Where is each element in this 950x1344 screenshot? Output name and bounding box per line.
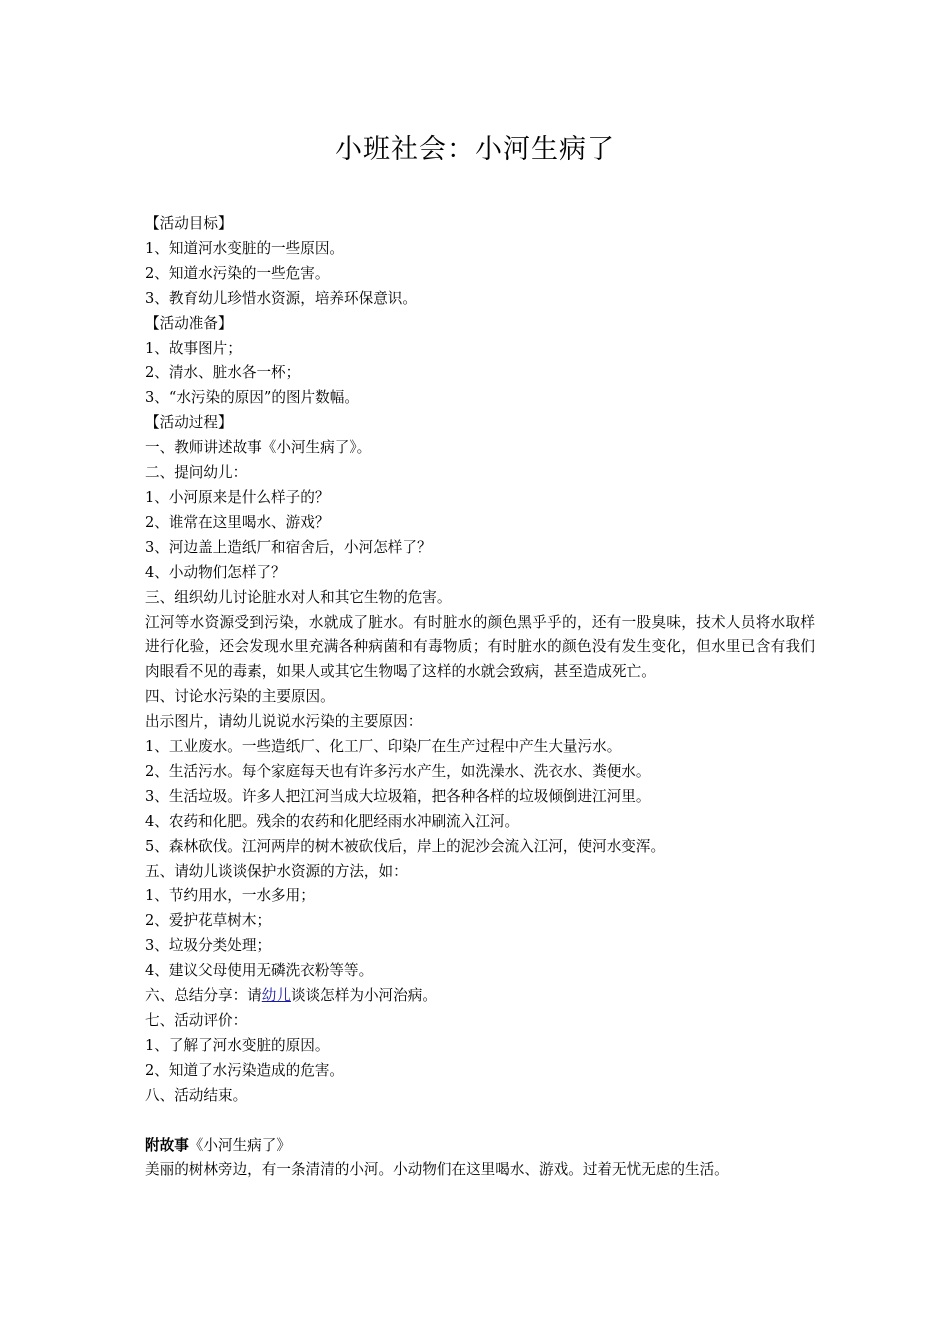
method-item: 4、建议父母使用无磷洗衣粉等等。 xyxy=(145,962,374,980)
process-step: 三、组织幼儿讨论脏水对人和其它生物的危害。 xyxy=(145,588,452,606)
evaluation-item: 2、知道了水污染造成的危害。 xyxy=(145,1061,345,1079)
preparation-item: 2、清水、脏水各一杯； xyxy=(145,364,301,382)
goal-item: 3、教育幼儿珍惜水资源，培养环保意识。 xyxy=(145,289,417,307)
preparation-item: 3、“水污染的原因”的图片数幅。 xyxy=(145,389,359,407)
question-item: 1、小河原来是什么样子的？ xyxy=(145,488,330,506)
process-step: 七、活动评价： xyxy=(145,1012,248,1029)
section-heading-goals: 【活动目标】 xyxy=(145,215,233,232)
summary-text-end: 谈谈怎样为小河治病。 xyxy=(290,987,437,1005)
question-item: 4、小动物们怎样了？ xyxy=(145,563,286,581)
document-body xyxy=(145,212,815,1183)
section-heading-preparation: 【活动准备】 xyxy=(145,314,233,332)
cause-item: 1、工业废水。一些造纸厂、化工厂、印染厂在生产过程中产生大量污水。 xyxy=(145,738,622,756)
cause-item: 5、森林砍伐。江河两岸的树木被砍伐后，岸上的泥沙会流入江河，使河水变浑。 xyxy=(145,837,666,855)
cause-item: 3、生活垃圾。许多人把江河当成大垃圾箱，把各种各样的垃圾倾倒进江河里。 xyxy=(145,787,651,805)
process-step: 一、教师讲述故事《小河生病了》。 xyxy=(145,439,372,457)
goal-item: 2、知道水污染的一些危害。 xyxy=(145,264,330,282)
cause-item: 2、生活污水。每个家庭每天也有许多污水产生，如洗澡水、洗衣水、粪便水。 xyxy=(145,762,651,780)
process-step-summary xyxy=(145,984,815,1009)
page-title: 小班社会：小河生病了 xyxy=(335,134,615,165)
child-link[interactable]: 幼儿 xyxy=(261,987,291,1005)
story-paragraph: 美丽的树林旁边，有一条清清的小河。小动物们在这里喝水、游戏。过着无忧无虑的生活。 xyxy=(145,1161,729,1179)
evaluation-item: 1、了解了河水变脏的原因。 xyxy=(145,1036,330,1054)
instruction-line: 出示图片，请幼儿说说水污染的主要原因： xyxy=(145,713,423,731)
section-heading-process: 【活动过程】 xyxy=(145,414,233,432)
method-item: 1、节约用水，一水多用； xyxy=(145,887,315,905)
goal-item: 1、知道河水变脏的一些原因。 xyxy=(145,239,345,257)
process-step: 八、活动结束。 xyxy=(145,1086,248,1104)
story-heading-title: 《小河生病了》 xyxy=(188,1136,291,1154)
story-heading xyxy=(145,1134,815,1159)
question-item: 2、谁常在这里喝水、游戏？ xyxy=(145,513,330,531)
process-step: 四、讨论水污染的主要原因。 xyxy=(145,688,335,706)
cause-item: 4、农药和化肥。残余的农药和化肥经雨水冲刷流入江河。 xyxy=(145,812,520,830)
process-step: 二、提问幼儿： xyxy=(145,464,248,482)
summary-text-start: 六、总结分享：请 xyxy=(145,987,262,1005)
method-item: 3、垃圾分类处理； xyxy=(145,937,272,955)
pollution-harm-paragraph: 江河等水资源受到污染，水就成了脏水。有时脏水的颜色黑乎乎的，还有一股臭味，技术人员将水取样进行化验，还会发现水里充满各种病菌和有毒物质；有时脏水的颜色没有发生变化，但水里已含有我们肉眼看不见的毒素，如果人或其它生物喝了这样的水就会致病，甚至造成死亡。 xyxy=(145,613,815,681)
question-item: 3、河边盖上造纸厂和宿舍后，小河怎样了？ xyxy=(145,538,432,556)
process-step: 五、请幼儿谈谈保护水资源的方法，如： xyxy=(145,862,408,880)
story-heading-bold: 附故事 xyxy=(145,1136,189,1154)
blank-line xyxy=(145,1109,815,1134)
preparation-item: 1、故事图片； xyxy=(145,339,242,357)
method-item: 2、爱护花草树木； xyxy=(145,912,272,930)
